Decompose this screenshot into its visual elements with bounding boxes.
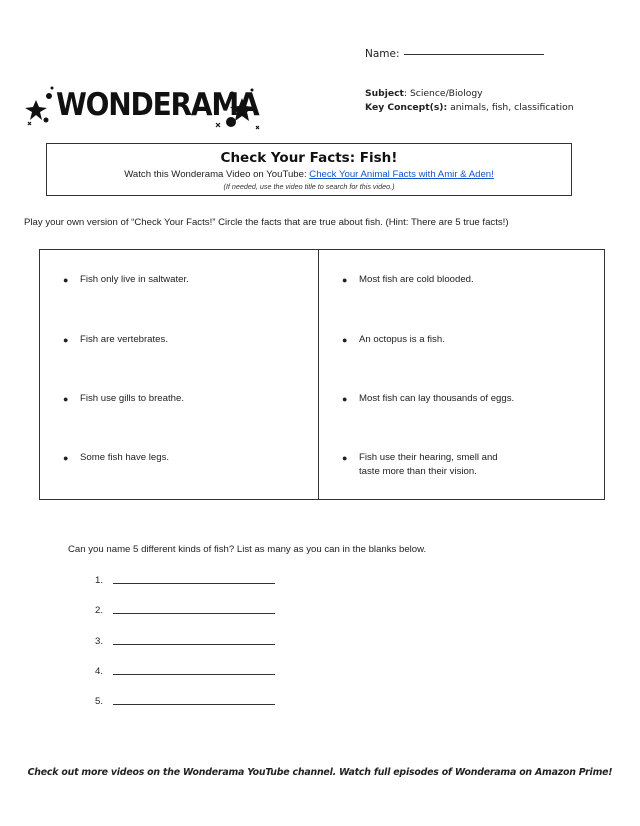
answer-blank[interactable]	[95, 636, 275, 647]
bullet-icon: ●	[342, 453, 348, 463]
fact-item[interactable]: ● Most fish are cold blooded.	[342, 274, 474, 285]
logo-wordmark: WONDERAMA	[56, 86, 259, 123]
fact-item[interactable]: ● Fish only live in saltwater.	[63, 274, 189, 285]
subject-info	[365, 87, 574, 115]
fact-item[interactable]: ● An octopus is a fish.	[342, 334, 445, 345]
name-label: Name:	[365, 48, 400, 60]
title-box	[46, 143, 572, 196]
blank-line[interactable]	[113, 583, 275, 584]
blank-number: 4.	[95, 666, 104, 677]
blank-number: 5.	[95, 696, 104, 707]
subject-line	[365, 87, 574, 101]
wonderama-logo	[22, 76, 260, 138]
column-divider	[318, 250, 319, 499]
name-field[interactable]	[365, 48, 544, 60]
watch-text: Watch this Wonderama Video on YouTube:	[124, 169, 310, 180]
answer-blank[interactable]	[95, 605, 275, 616]
answer-blank[interactable]	[95, 666, 275, 677]
key-concepts-line	[365, 101, 574, 115]
watch-instruction	[47, 169, 571, 180]
blank-line[interactable]	[113, 704, 275, 705]
bullet-icon: ●	[63, 275, 69, 285]
blank-number: 2.	[95, 605, 104, 616]
name-blank-line[interactable]	[404, 54, 544, 55]
footer-note: Check out more videos on the Wonderama YouTube channel. Watch full episodes of Wonderama on Amazon Prime!	[27, 767, 613, 778]
key-concepts-value: animals, fish, classification	[447, 102, 574, 113]
bullet-icon: ●	[63, 335, 69, 345]
answer-blank[interactable]	[95, 575, 275, 586]
key-concepts-label: Key Concept(s):	[365, 102, 448, 113]
search-hint: (If needed, use the video title to search for this video.)	[223, 182, 395, 191]
fact-item[interactable]: ● Some fish have legs.	[63, 452, 170, 463]
worksheet-title: Check Your Facts: Fish!	[220, 150, 398, 166]
answer-blank[interactable]	[95, 696, 275, 707]
bullet-icon: ●	[63, 453, 69, 463]
video-link[interactable]: Check Your Animal Facts with Amir & Aden!	[309, 169, 494, 180]
question-prompt: Can you name 5 different kinds of fish? List as many as you can in the blanks below.	[68, 544, 427, 555]
bullet-icon: ●	[342, 275, 348, 285]
bullet-icon: ●	[63, 394, 69, 404]
instructions-text: Play your own version of “Check Your Facts!” Circle the facts that are true about fish. (Hint: There are 5 true facts!)	[24, 217, 509, 228]
fact-item[interactable]: ● Most fish can lay thousands of eggs.	[342, 393, 515, 404]
fact-item[interactable]: ● Fish are vertebrates.	[63, 334, 168, 345]
blank-line[interactable]	[113, 674, 275, 675]
fact-item[interactable]: ● Fish use gills to breathe.	[63, 393, 184, 404]
bullet-icon: ●	[342, 394, 348, 404]
blank-number: 3.	[95, 636, 104, 647]
subject-label: Subject	[365, 88, 404, 99]
bullet-icon: ●	[342, 335, 348, 345]
blank-number: 1.	[95, 575, 104, 586]
blank-line[interactable]	[113, 644, 275, 645]
subject-value: : Science/Biology	[403, 88, 483, 99]
blank-line[interactable]	[113, 613, 275, 614]
fact-item[interactable]: ● Fish use their hearing, smell and taste more than their vision.	[342, 452, 498, 477]
facts-table	[39, 249, 605, 500]
